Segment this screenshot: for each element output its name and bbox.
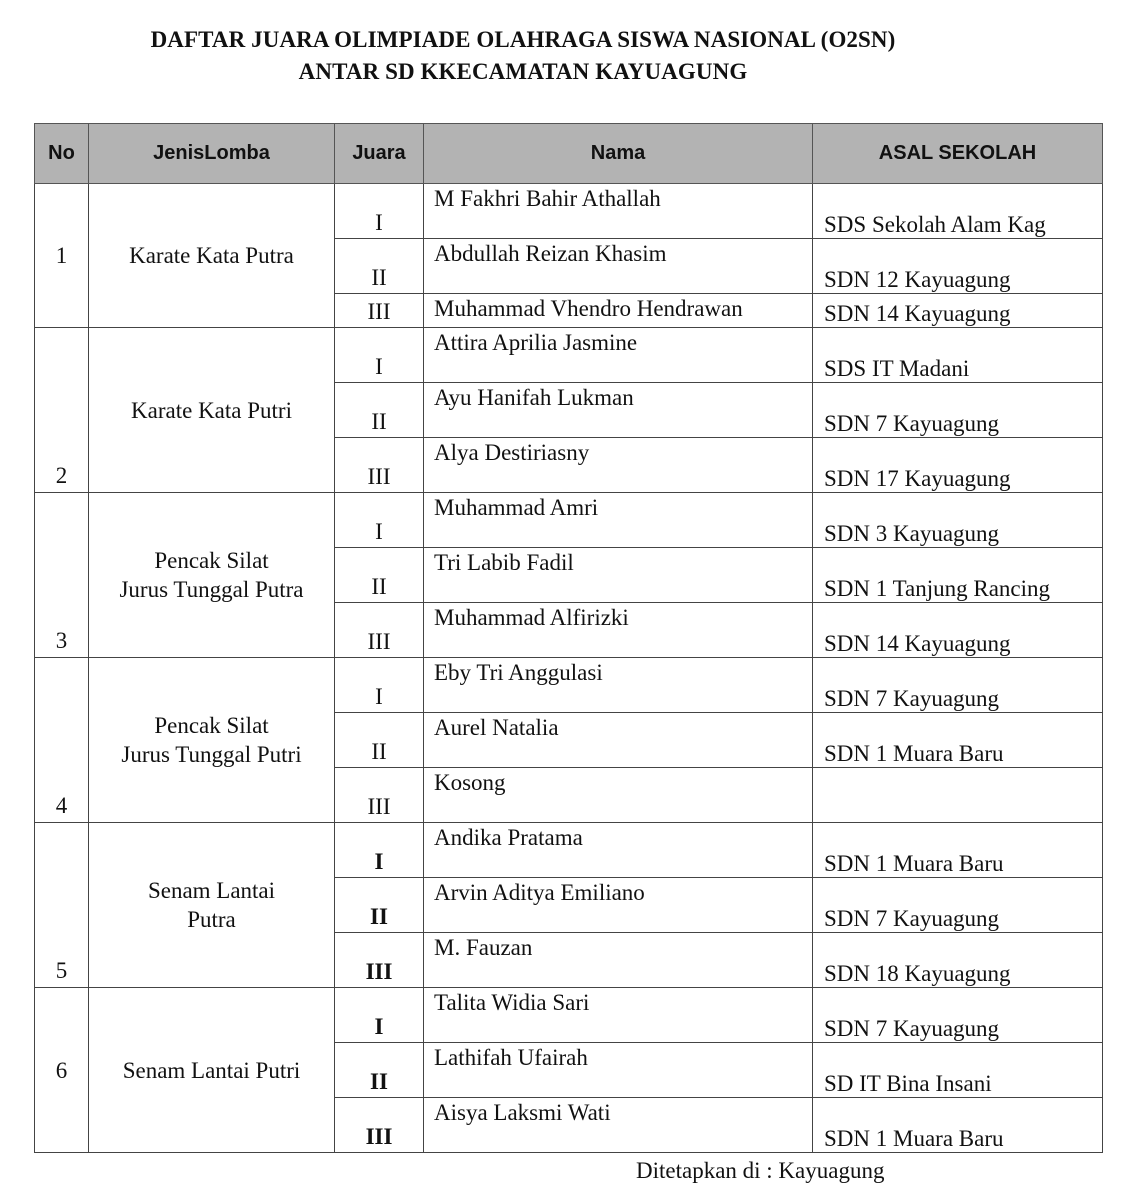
juara-rank: II	[335, 548, 424, 603]
school-name: SDN 7 Kayuagung	[813, 383, 1103, 438]
juara-rank: I	[335, 184, 424, 239]
juara-rank: III	[335, 438, 424, 493]
school-name: SDN 14 Kayuagung	[813, 294, 1103, 328]
participant-name: Alya Destiriasny	[424, 438, 813, 493]
school-name: SDN 1 Muara Baru	[813, 713, 1103, 768]
school-name	[813, 768, 1103, 823]
header-juara: Juara	[335, 124, 424, 184]
table-row	[35, 988, 1103, 1043]
juara-rank: I	[335, 328, 424, 383]
juara-rank: III	[335, 1098, 424, 1153]
participant-name: Aisya Laksmi Wati	[424, 1098, 813, 1153]
table-row	[35, 658, 1103, 713]
row-number: 2	[35, 328, 89, 493]
footer-text: Ditetapkan di : Kayuagung	[636, 1158, 885, 1183]
participant-name: M Fakhri Bahir Athallah	[424, 184, 813, 239]
header-nama: Nama	[424, 124, 813, 184]
participant-name: Muhammad Vhendro Hendrawan	[424, 294, 813, 328]
juara-rank: I	[335, 493, 424, 548]
participant-name: Muhammad Alfirizki	[424, 603, 813, 658]
row-number: 4	[35, 658, 89, 823]
jenis-lomba: Karate Kata Putra	[89, 184, 335, 328]
school-name: SDS IT Madani	[813, 328, 1103, 383]
jenis-lomba-line-2: Putra	[187, 907, 236, 932]
juara-rank: II	[335, 239, 424, 294]
participant-name: Muhammad Amri	[424, 493, 813, 548]
juara-rank: I	[335, 823, 424, 878]
juara-rank: II	[335, 713, 424, 768]
header-jenis-lomba: JenisLomba	[89, 124, 335, 184]
school-name: SDS Sekolah Alam Kag	[813, 184, 1103, 239]
juara-rank: III	[335, 603, 424, 658]
table-row	[35, 823, 1103, 878]
jenis-lomba	[89, 658, 335, 823]
jenis-lomba: Senam Lantai Putri	[89, 988, 335, 1153]
participant-name: Ayu Hanifah Lukman	[424, 383, 813, 438]
juara-rank: II	[335, 1043, 424, 1098]
table-row	[35, 184, 1103, 239]
participant-name: Andika Pratama	[424, 823, 813, 878]
school-name: SDN 3 Kayuagung	[813, 493, 1103, 548]
header-asal-sekolah: ASAL SEKOLAH	[813, 124, 1103, 184]
juara-rank: II	[335, 383, 424, 438]
participant-name: Lathifah Ufairah	[424, 1043, 813, 1098]
row-number: 6	[35, 988, 89, 1153]
school-name: SDN 7 Kayuagung	[813, 878, 1103, 933]
title-line-2: ANTAR SD KKECAMATAN KAYUAGUNG	[298, 59, 748, 84]
table-row	[35, 328, 1103, 383]
row-number: 5	[35, 823, 89, 988]
winners-table	[34, 123, 1103, 1153]
juara-rank: III	[335, 294, 424, 328]
participant-name: Kosong	[424, 768, 813, 823]
jenis-lomba-line-2: Jurus Tunggal Putra	[119, 577, 304, 602]
row-number: 1	[35, 184, 89, 328]
school-name: SDN 1 Muara Baru	[813, 1098, 1103, 1153]
jenis-lomba-line-1: Pencak Silat	[154, 548, 269, 573]
school-name: SDN 1 Muara Baru	[813, 823, 1103, 878]
participant-name: Aurel Natalia	[424, 713, 813, 768]
jenis-lomba-line-1: Pencak Silat	[154, 713, 269, 738]
jenis-lomba-line-2: Jurus Tunggal Putri	[121, 742, 302, 767]
participant-name: Arvin Aditya Emiliano	[424, 878, 813, 933]
juara-rank: I	[335, 988, 424, 1043]
school-name: SDN 18 Kayuagung	[813, 933, 1103, 988]
juara-rank: I	[335, 658, 424, 713]
jenis-lomba	[89, 823, 335, 988]
header-no: No	[35, 124, 89, 184]
school-name: SDN 7 Kayuagung	[813, 988, 1103, 1043]
title-line-1: DAFTAR JUARA OLIMPIADE OLAHRAGA SISWA NASIONAL (O2SN)	[150, 27, 896, 52]
participant-name: Tri Labib Fadil	[424, 548, 813, 603]
school-name: SDN 1 Tanjung Rancing	[813, 548, 1103, 603]
participant-name: M. Fauzan	[424, 933, 813, 988]
participant-name: Abdullah Reizan Khasim	[424, 239, 813, 294]
school-name: SDN 12 Kayuagung	[813, 239, 1103, 294]
juara-rank: II	[335, 878, 424, 933]
school-name: SDN 17 Kayuagung	[813, 438, 1103, 493]
jenis-lomba-line-1: Senam Lantai	[147, 878, 276, 903]
school-name: SDN 14 Kayuagung	[813, 603, 1103, 658]
table-row	[35, 493, 1103, 548]
row-number: 3	[35, 493, 89, 658]
participant-name: Eby Tri Anggulasi	[424, 658, 813, 713]
participant-name: Attira Aprilia Jasmine	[424, 328, 813, 383]
jenis-lomba: Karate Kata Putri	[89, 328, 335, 493]
document-title	[0, 24, 1046, 88]
juara-rank: III	[335, 933, 424, 988]
header-row	[35, 124, 1103, 184]
participant-name: Talita Widia Sari	[424, 988, 813, 1043]
jenis-lomba	[89, 493, 335, 658]
school-name: SDN 7 Kayuagung	[813, 658, 1103, 713]
school-name: SD IT Bina Insani	[813, 1043, 1103, 1098]
juara-rank: III	[335, 768, 424, 823]
